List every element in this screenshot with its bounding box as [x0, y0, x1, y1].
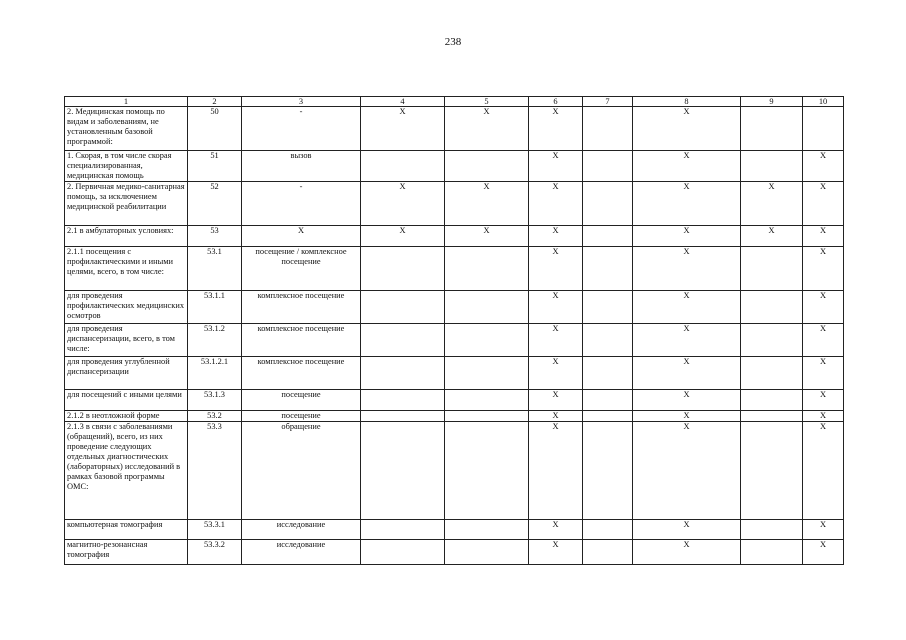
mark-cell: X [529, 520, 583, 540]
mark-cell: X [529, 422, 583, 520]
table-row [65, 422, 844, 520]
mark-cell: X [803, 291, 844, 324]
mark-cell: X [633, 520, 741, 540]
data-table [64, 96, 844, 565]
mark-cell [583, 226, 633, 247]
mark-cell: X [803, 411, 844, 422]
mark-cell: X [361, 226, 445, 247]
mark-cell: X [633, 324, 741, 357]
mark-cell [741, 151, 803, 182]
row-code: 53.3.2 [188, 540, 242, 565]
mark-cell [361, 540, 445, 565]
mark-cell: X [361, 182, 445, 226]
mark-cell: X [529, 324, 583, 357]
row-label: 2.1.1 посещения с профилактическими и иными целями, всего, в том числе: [65, 247, 188, 291]
row-code: 53.3.1 [188, 520, 242, 540]
mark-cell [583, 107, 633, 151]
row-label: магнитно-резонансная томография [65, 540, 188, 565]
header-cell: 8 [633, 97, 741, 107]
mark-cell: X [361, 107, 445, 151]
mark-cell: X [633, 411, 741, 422]
mark-cell [583, 520, 633, 540]
table-row [65, 411, 844, 422]
mark-cell [445, 291, 529, 324]
row-code: 53.1.3 [188, 390, 242, 411]
row-code: 53.2 [188, 411, 242, 422]
mark-cell [445, 390, 529, 411]
mark-cell [445, 324, 529, 357]
row-label: 1. Скорая, в том числе скорая специализированная, медицинская помощь [65, 151, 188, 182]
row-code: 51 [188, 151, 242, 182]
row-label: для посещений с иными целями [65, 390, 188, 411]
table-row [65, 324, 844, 357]
mark-cell: X [803, 540, 844, 565]
mark-cell: X [529, 411, 583, 422]
unit-cell: посещение / комплексное посещение [242, 247, 361, 291]
row-label: для проведения профилактических медицинских осмотров [65, 291, 188, 324]
mark-cell [583, 390, 633, 411]
row-code: 53.1.2 [188, 324, 242, 357]
row-label: 2. Первичная медико-санитарная помощь, за исключением медицинской реабилитации [65, 182, 188, 226]
mark-cell [361, 291, 445, 324]
mark-cell [583, 324, 633, 357]
mark-cell [361, 520, 445, 540]
mark-cell [741, 357, 803, 390]
header-cell: 3 [242, 97, 361, 107]
row-label: компьютерная томография [65, 520, 188, 540]
mark-cell [803, 107, 844, 151]
unit-cell: вызов [242, 151, 361, 182]
mark-cell: X [529, 247, 583, 291]
unit-cell: комплексное посещение [242, 324, 361, 357]
mark-cell: X [803, 422, 844, 520]
mark-cell [361, 324, 445, 357]
mark-cell: X [529, 357, 583, 390]
header-cell: 4 [361, 97, 445, 107]
mark-cell [583, 540, 633, 565]
header-cell: 2 [188, 97, 242, 107]
unit-cell: X [242, 226, 361, 247]
mark-cell: X [803, 182, 844, 226]
mark-cell [741, 247, 803, 291]
row-code: 53 [188, 226, 242, 247]
mark-cell [583, 247, 633, 291]
mark-cell: X [633, 291, 741, 324]
row-label: для проведения диспансеризации, всего, в том числе: [65, 324, 188, 357]
mark-cell [741, 390, 803, 411]
row-label: 2. Медицинская помощь по видам и заболеваниям, не установленным базовой программой: [65, 107, 188, 151]
mark-cell: X [445, 226, 529, 247]
mark-cell: X [803, 324, 844, 357]
mark-cell: X [633, 390, 741, 411]
mark-cell [361, 357, 445, 390]
mark-cell [445, 151, 529, 182]
unit-cell: посещение [242, 411, 361, 422]
mark-cell [741, 520, 803, 540]
mark-cell: X [529, 540, 583, 565]
mark-cell: X [445, 107, 529, 151]
mark-cell: X [803, 247, 844, 291]
unit-cell: комплексное посещение [242, 357, 361, 390]
page-number: 238 [444, 36, 462, 48]
mark-cell [445, 411, 529, 422]
mark-cell: X [803, 357, 844, 390]
mark-cell: X [529, 151, 583, 182]
table-row [65, 357, 844, 390]
mark-cell: X [633, 247, 741, 291]
unit-cell: исследование [242, 520, 361, 540]
mark-cell: X [633, 540, 741, 565]
mark-cell [741, 107, 803, 151]
mark-cell [583, 422, 633, 520]
mark-cell: X [633, 226, 741, 247]
mark-cell [741, 324, 803, 357]
table-row [65, 107, 844, 151]
mark-cell [741, 291, 803, 324]
row-code: 53.1.1 [188, 291, 242, 324]
mark-cell [583, 411, 633, 422]
mark-cell: X [529, 226, 583, 247]
row-label: 2.1 в амбулаторных условиях: [65, 226, 188, 247]
mark-cell: X [633, 357, 741, 390]
mark-cell [445, 540, 529, 565]
mark-cell [583, 182, 633, 226]
mark-cell [445, 422, 529, 520]
mark-cell: X [529, 107, 583, 151]
row-label: 2.1.3 в связи с заболеваниями (обращений), всего, из них проведение следующих отдельных диагностических (лабораторных) исследований в рамках базовой программы ОМС: [65, 422, 188, 520]
mark-cell [361, 411, 445, 422]
unit-cell: посещение [242, 390, 361, 411]
table-row [65, 151, 844, 182]
row-code: 50 [188, 107, 242, 151]
row-label: для проведения углубленной диспансеризации [65, 357, 188, 390]
mark-cell: X [803, 520, 844, 540]
header-cell: 5 [445, 97, 529, 107]
mark-cell [583, 291, 633, 324]
mark-cell: X [741, 226, 803, 247]
mark-cell [741, 422, 803, 520]
table-row [65, 226, 844, 247]
row-code: 53.1 [188, 247, 242, 291]
mark-cell [741, 540, 803, 565]
unit-cell: обращение [242, 422, 361, 520]
header-cell: 7 [583, 97, 633, 107]
mark-cell [445, 247, 529, 291]
mark-cell: X [803, 226, 844, 247]
unit-cell: - [242, 182, 361, 226]
mark-cell: X [633, 151, 741, 182]
table-row [65, 540, 844, 565]
header-cell: 6 [529, 97, 583, 107]
mark-cell: X [633, 422, 741, 520]
mark-cell: X [803, 151, 844, 182]
mark-cell: X [445, 182, 529, 226]
header-cell: 10 [803, 97, 844, 107]
table-row [65, 247, 844, 291]
unit-cell: комплексное посещение [242, 291, 361, 324]
header-cell: 1 [65, 97, 188, 107]
mark-cell: X [803, 390, 844, 411]
table-row [65, 291, 844, 324]
mark-cell: X [741, 182, 803, 226]
row-code: 53.3 [188, 422, 242, 520]
mark-cell [445, 520, 529, 540]
row-code: 52 [188, 182, 242, 226]
table-row [65, 390, 844, 411]
mark-cell [583, 151, 633, 182]
mark-cell [741, 411, 803, 422]
mark-cell: X [529, 291, 583, 324]
mark-cell [445, 357, 529, 390]
mark-cell [583, 357, 633, 390]
mark-cell: X [633, 182, 741, 226]
mark-cell: X [529, 390, 583, 411]
mark-cell [361, 151, 445, 182]
mark-cell [361, 422, 445, 520]
header-row [65, 97, 844, 107]
unit-cell: - [242, 107, 361, 151]
row-label: 2.1.2 в неотложной форме [65, 411, 188, 422]
table-row [65, 520, 844, 540]
mark-cell [361, 247, 445, 291]
mark-cell [361, 390, 445, 411]
table-row [65, 182, 844, 226]
header-cell: 9 [741, 97, 803, 107]
mark-cell: X [529, 182, 583, 226]
mark-cell: X [633, 107, 741, 151]
unit-cell: исследование [242, 540, 361, 565]
row-code: 53.1.2.1 [188, 357, 242, 390]
